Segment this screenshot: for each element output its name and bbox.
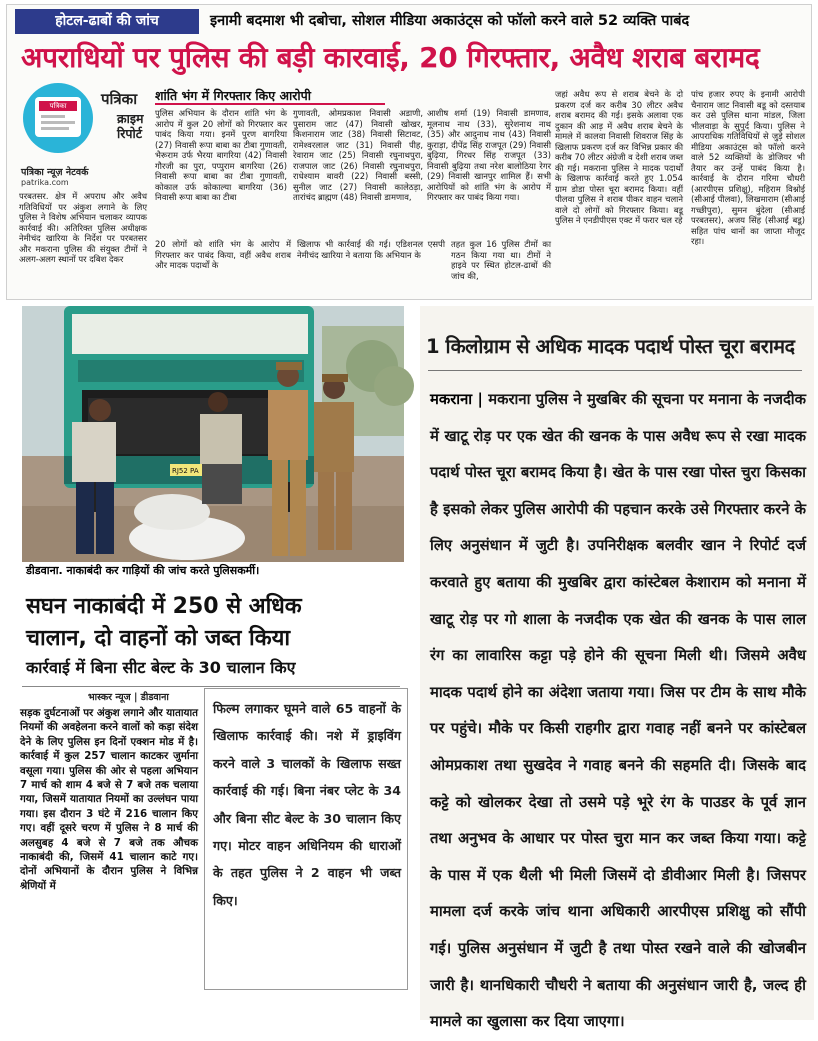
article-body-box: फिल्म लगाकर घूमने वाले 65 वाहनों के खिलाफ कार्रवाई की। नशे में ड्राइविंग करने वाले 3 चालकों के खिलाफ सख्त कार्रवाई की गई। बिना नंबर प्लेट के 34 और बिना सीट बेल्ट के 30 चालान किए गए। मोटर वाहन अधिनियम की धाराओं के तहत पुलिस ने 2 वाहन भी जब्त किए। bbox=[213, 701, 401, 908]
article-box bbox=[204, 688, 408, 990]
divider bbox=[22, 686, 400, 687]
checkpoint-illustration bbox=[22, 306, 404, 562]
article-bottom-2: खिलाफ भी कार्रवाई की गई। एडिशनल एसपी नेमीचंद खारिया ने बताया कि अभियान के bbox=[297, 239, 445, 260]
logo-label: पत्रिका bbox=[39, 101, 77, 111]
article-column-3: आशीष शर्मा (19) निवासी डामणाव, मूलनाथ नाथ (33), सुरेशनाथ नाथ (35) और आदुनाथ नाथ (43) निवासी कुराड़ा, दीपेंद्र सिंह राजपूत (29) निवासी बुढ़िया, गिरधर सिंह राजपूत (33) निवासी बुढ़िया तथा नरेश बालोठिया रेगर (29) निवासी खानपुर शामिल हैं। सभी आरोपियों को शांति भंग के आरोप में गिरफ्तार कर पाबंद किया गया। bbox=[427, 108, 551, 202]
brand-name: पत्रिका bbox=[101, 90, 138, 108]
crime-report-label: क्राइम रिपोर्ट bbox=[117, 111, 144, 141]
article-bottom-3: तहत कुल 16 पुलिस टीमों का गठन किया गया था। टीमों ने हाइवे पर स्थित होटल-ढाबों की जांच की, bbox=[451, 239, 551, 281]
checkpoint-photo bbox=[22, 306, 404, 562]
section-tag: होटल-ढाबों की जांच bbox=[15, 9, 199, 34]
byline: भास्कर न्यूज | डीडवाना bbox=[88, 692, 169, 703]
article-text: मकराना पुलिस ने मुखबिर की सूचना पर मनाना के नजदीक में खाटू रोड़ पर एक खेत की खनक के पास अवैध रूप से रखा मादक पदार्थ पोस्त चूरा बरामद किया है। खेत के पास रखा पोस्त चुरा किसका है इसको लेकर पुलिस आरोपी की पहचान करके उसे गिरफ्तार करने के लिए अनुसंधान में जुटी है। उपनिरीक्षक बलवीर खान ने रिपोर्ट दर्ज करवाते हुए बताया की मुखबिर द्वारा कांस्टेबल केशाराम को मनाना में खाटू रोड़ पर गो शाला के नजदीक एक खेत की खनक के पास लाल रंग का लावारिस कट्टा पड़े होने की सूचना मिली थी। जिसमे अवैध मादक पदार्थ होने का अंदेशा जताया गया। जिस पर टीम के साथ मौके पर पहुंचे। मौके पर किसी राहगीर द्वारा गवाह नहीं बनने पर कांस्टेबल ओमप्रकाश तथा सुखदेव ने गवाह बनने की सहमति दी। जिसके बाद कट्टे को खोलकर देखा तो उसमे पड़े भूरे रंग के पाउडर के पूर्व ज्ञान तथा अनुभव के आधार पर पोस्त चुरा मान कर जब्त किया गया। कट्टे के पास में एक थैली भी मिली जिसमें दो डीवीआर मिली है। जिसपर मामला दर्ज करके जांच थाना अधिकारी आरपीएस प्रशिक्षु को सौंपी गई। पुलिस अनुसंधान में जुटी है तथा पोस्त रखने वाले की खोजबीन जारी है। थानधिकारी चौधरी ने बताया की अनुसंधान जारी है, जल्द ही मामले का खुलासा कर दिया जाएगा। bbox=[430, 391, 806, 1031]
headline-line-3: कार्रवाई में बिना सीट बेल्ट के 30 चालान किए bbox=[26, 658, 296, 677]
article-bottom-1: 20 लोगों को शांति भंग के आरोप में गिरफ्तार कर पाबंद किया, वहीं अवैध शराब और मादक पदार्थों के bbox=[155, 239, 291, 270]
article-column-5: पांच हजार रुपए के इनामी आरोपी चैनाराम जाट निवासी बडू को दस्तयाब कर उसे पुलिस थाना मांडल, जिला भीलवाड़ा के सुपुर्द किया। पुलिस ने आपराधिक गतिविधियों से जुड़े सोशल मीडिया अकाउंट्स को फॉलो करने वाले 52 व्यक्तियों के डोजियर भी तैयार कर उन्हें पाबंद किया है। कार्रवाई के दौरान गरिमा चौधरी (आरपीएस प्रशिक्षु), महिराम विश्नोई (सीआई पीलवा), लिखमाराम (सीआई गच्छीपुरा), सुमन बुंदेला (सीआई परबतसर), अजय सिंह (सीआई बडू) सहित पांच थानों का जाप्ता मौजूद रहा। bbox=[691, 89, 805, 246]
headline: 1 किलोग्राम से अधिक मादक पदार्थ पोस्त चूरा बरामद bbox=[426, 335, 795, 358]
patrika-logo-icon bbox=[23, 83, 93, 153]
kicker-line: इनामी बदमाश भी दबोचा, सोशल मीडिया अकाउंट्स को फॉलो करने वाले 52 व्यक्ति पाबंद bbox=[210, 13, 690, 29]
article-column-2: गुणावती, ओमप्रकाश निवासी अडाणी, पुसाराम जाट (47) निवासी खोखर, किशनाराम जाट (38) निवासी सिटावट, रामेश्वरलाल जाट (31) निवासी पीह, रेवाराम जाट (25) निवासी रघुनाथपुरा, राजपाल जाट (26) निवासी रघुनाथपुरा, राधेश्याम बावरी (22) निवासी बस्सी, सुनील जाट (27) निवासी कालेठड़ा, तारांचंद ब्राह्मण (48) निवासी डामणाव, bbox=[293, 108, 423, 202]
source-url: patrika.com bbox=[21, 178, 69, 187]
article-column-1: पुलिस अभियान के दौरान शांति भंग के आरोप में कुल 20 लोगों को गिरफ्तार कर पाबंद किया गया। इनमें पुरण बागरिया (27) निवासी रूपा बाबा का टीबा गुणावती, भैरूराम उर्फ भैरया बागरिया (42) निवासी गौरजी का पुरा, पप्पुराम बागरिया (26) निवासी रूपा बाबा का टीबा गुणावती, कोकाल उर्फ कोकाल्या बागरिया (36) निवासी रूपा बाबा का टीबा bbox=[155, 108, 287, 202]
news-clipping-patrika bbox=[6, 4, 812, 300]
divider bbox=[428, 370, 802, 371]
clipping-topbar bbox=[15, 9, 805, 34]
bus-number-plate: RJ52 PA bbox=[172, 467, 199, 475]
article-body bbox=[430, 382, 806, 1031]
lead-paragraph: परबतसर. क्षेत्र में अपराध और अवैध गतिविधियों पर अंकुश लगाने के लिए पुलिस ने विशेष अभियान चलाकर व्यापक कार्रवाई की। अतिरिक्त पुलिस अधीक्षक नेमीचंद खारिया के निर्देश पर परबतसर और मकराना पुलिस की संयुक्त टीमों ने अलग-अलग स्थानों पर दबिश देकर bbox=[19, 191, 147, 264]
article-body-left: सड़क दुर्घटनाओं पर अंकुश लगाने और यातायात नियमों की अवहेलना करने वालों को कड़ा संदेश देने के लिए पुलिस इन दिनों एक्शन मोड में है। कार्रवाई में कुल 257 चालान काटकर जुर्माना वसूला गया। पुलिस की ओर से पहला अभियान 7 मार्च को शाम 4 बजे से 7 बजे तक चलाया गया, जिसमें यातायात नियमों का उल्लंघन पाया गया। इस दौरान 3 घंटे में 216 चालान किए गए। वहीं दूसरे चरण में पुलिस ने 8 मार्च की अलसुबह 4 बजे से 7 बजे तक औचक नाकाबंदी की, जिसमें 41 चालान काटे गए। दोनों अभियानों के दौरान पुलिस ने विभिन्न श्रेणियों में bbox=[20, 707, 198, 892]
article-column-4: जहां अवैध रूप से शराब बेचने के दो प्रकरण दर्ज कर करीब 30 लीटर अवैध शराब बरामद की गई। इसके अलावा एक दुकान की आड़ में अवैध शराब बेचने के मामले में कालवा निवासी शिवराज सिंह के खिलाफ प्रकरण दर्ज कर विभिन्न प्रकार की करीब 70 लीटर अंग्रेजी व देशी शराब जब्त की गई। मकराना पुलिस ने मादक पदार्थों के खिलाफ कार्रवाई करते हुए 1.054 ग्राम डोडा पोस्त चूरा बरामद किया। वहीं पीलवा पुलिस ने शराब पीकर वाहन चलाने वाले दो लोगों को गिरफ्तार किया। बडू पुलिस ने एनडीपीएस एक्ट में फरार चल रहे bbox=[555, 89, 683, 225]
main-headline: अपराधियों पर पुलिस की बड़ी कारवाई, 20 गिरफ्तार, अवैध शराब बरामद bbox=[21, 41, 760, 74]
headline-line-2: चालान, दो वाहनों को जब्त किया bbox=[26, 626, 291, 651]
news-clipping-bhaskar bbox=[6, 306, 414, 1020]
subheading: शांति भंग में गिरफ्तार किए आरोपी bbox=[155, 88, 311, 103]
news-clipping-makrana bbox=[420, 306, 814, 1031]
dateline: मकराना | bbox=[430, 391, 483, 408]
byline: पत्रिका न्यूज़ नेटवर्क bbox=[21, 167, 89, 178]
photo-caption: डीडवाना. नाकाबंदी कर गाड़ियों की जांच करते पुलिसकर्मी। bbox=[26, 564, 260, 577]
subheading-underline bbox=[155, 103, 385, 105]
headline-line-1: सघन नाकाबंदी में 250 से अधिक bbox=[26, 594, 302, 619]
